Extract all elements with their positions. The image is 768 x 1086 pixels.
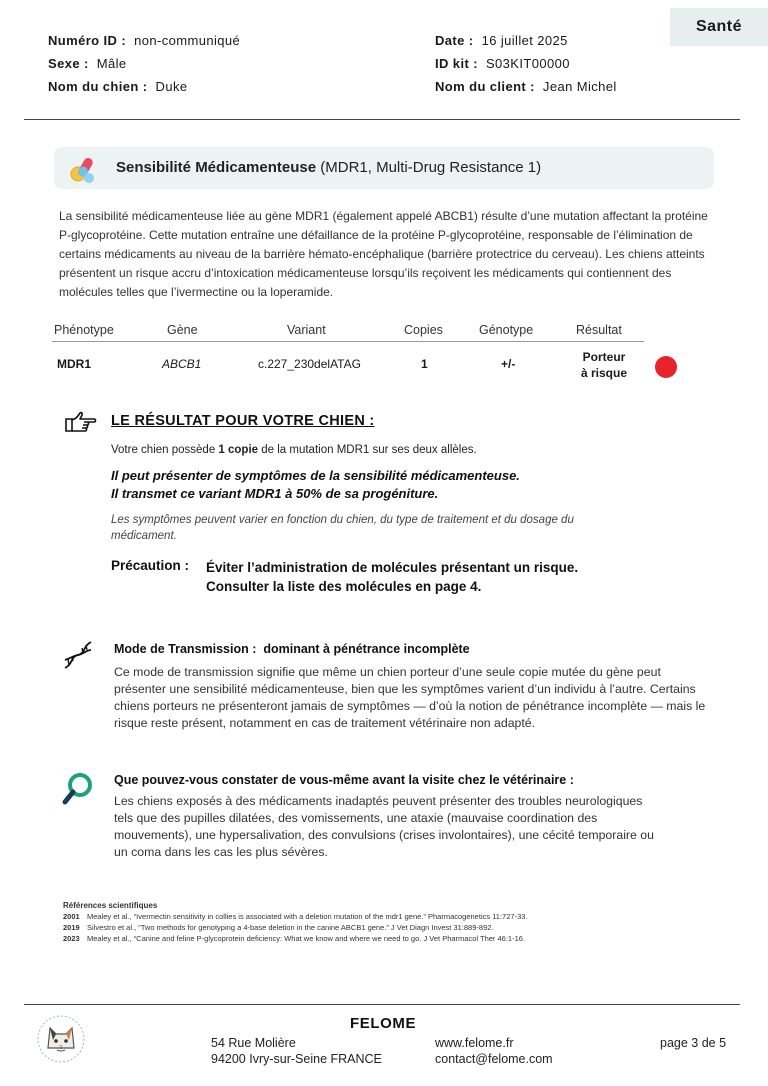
kit-label: ID kit : [435, 56, 478, 71]
section-title [116, 159, 541, 176]
result-copies-line [111, 444, 477, 456]
th-variant: Variant [287, 323, 326, 337]
reference-year: 2019 [63, 923, 80, 932]
magnifier-icon [62, 772, 94, 806]
address-line2: 94200 Ivry-sur-Seine FRANCE [211, 1052, 382, 1066]
result-copies-count: 1 copie [218, 444, 259, 456]
dna-icon [61, 638, 95, 672]
cell-gene: ABCB1 [162, 357, 202, 371]
cell-genotype: +/- [501, 357, 516, 371]
precaution-text [206, 558, 578, 596]
transmission-title [114, 642, 470, 656]
result-copies-post: de la mutation MDR1 sur ses deux allèles. [258, 444, 477, 456]
dog-row [48, 79, 187, 94]
dog-label: Nom du chien : [48, 79, 148, 94]
result-title: LE RÉSULTAT POUR VOTRE CHIEN : [111, 413, 375, 429]
header-divider [24, 119, 740, 120]
address-line1: 54 Rue Molière [211, 1036, 296, 1050]
reference-item [63, 933, 528, 944]
precaution-label: Précaution : [111, 558, 190, 573]
reference-item [63, 911, 528, 922]
date-row [435, 33, 568, 48]
pills-icon [70, 154, 98, 184]
transmission-value: dominant à pénétrance incomplète [263, 642, 470, 656]
section-title-sub: (MDR1, Multi-Drug Resistance 1) [316, 159, 542, 176]
references-title: Références scientifiques [63, 901, 158, 910]
transmission-body: Ce mode de transmission signifie que même un chien porteur d’une seule copie mutée du gène peut présenter une sensibilité médicamenteuse, bien que les symptômes varient d’un individu à l’autre. Certains chiens porteurs ne présenteront jamais de symptômes — d’où la notion de pénétrance incomplète — mais le risque reste présent, notamment en cas de traitement vétérinaire non adapté. [114, 665, 706, 730]
th-genotype: Génotype [479, 323, 534, 337]
pointing-hand-icon [64, 410, 98, 434]
result-emphasis-line1: Il peut présenter de symptômes de la sensibilité médicamenteuse. [111, 468, 520, 483]
table-divider [52, 341, 644, 342]
section-title-main: Sensibilité Médicamenteuse [116, 159, 317, 176]
observe-body: Les chiens exposés à des médicaments inadaptés peuvent présenter des troubles neurologiques tels que des pupilles dilatées, des vomissements, une ataxie (mauvaise coordination des mouvements), une hypersalivation, des convulsions (crises involontaires), une cécité temporaire ou un coma dans les cas les plus sévères. [114, 794, 654, 859]
page-number: page 3 de 5 [660, 1036, 727, 1050]
id-value: non-communiqué [134, 33, 241, 48]
result-emphasis [111, 467, 520, 503]
dog-value: Duke [155, 79, 188, 94]
references [63, 900, 528, 944]
result-copies-pre: Votre chien possède [111, 444, 219, 456]
precaution-line1: Éviter l’administration de molécules présentant un risque. [206, 560, 579, 575]
th-phenotype: Phénotype [54, 323, 114, 337]
reference-year: 2023 [63, 934, 80, 943]
kit-value: S03KIT00000 [485, 56, 570, 71]
reference-text: Mealey et al., “Canine and feline P-glycoprotein deficiency: What we know and where we need to go. J Vet Pharmacol Ther 46:1-16. [87, 934, 526, 943]
date-value: 16 juillet 2025 [481, 33, 568, 48]
result-note: Les symptômes peuvent varier en fonction du chien, du type de traitement et du dosage du médicament. [111, 514, 574, 542]
email-link[interactable]: contact@felome.com [435, 1052, 553, 1066]
reference-text: Silvestro et al., “Two methods for genotyping a 4-base deletion in the canine ABCB1 gene.” J Vet Diagn Invest 31:889-892. [87, 923, 494, 932]
cell-result-line1: Porteur [582, 350, 626, 364]
reference-item [63, 922, 528, 933]
footer-contact [435, 1035, 553, 1067]
website-link[interactable]: www.felome.fr [435, 1036, 514, 1050]
category-tag: Santé [670, 8, 768, 46]
transmission-label: Mode de Transmission : [114, 642, 257, 656]
precaution-line2: Consulter la liste des molécules en page 4. [206, 579, 482, 594]
id-label: Numéro ID : [48, 33, 127, 48]
sex-value: Mâle [96, 56, 127, 71]
client-value: Jean Michel [542, 79, 617, 94]
observe-title: Que pouvez-vous constater de vous-même avant la visite chez le vétérinaire : [114, 773, 574, 787]
cell-variant: c.227_230delATAG [258, 357, 361, 371]
cell-result [572, 349, 636, 381]
footer-divider [24, 1004, 740, 1005]
cell-result-line2: à risque [580, 366, 628, 380]
reference-text: Mealey et al., “Ivermectin sensitivity in collies is associated with a deletion mutation of the mdr1 gene.” Pharmacogenetics 11:727-33. [87, 912, 528, 921]
brand-name: FELOME [350, 1015, 417, 1032]
sex-label: Sexe : [48, 56, 89, 71]
id-row [48, 33, 240, 48]
intro-paragraph: La sensibilité médicamenteuse liée au gène MDR1 (également appelé ABCB1) résulte d’une mutation affectant la protéine P-glycoprotéine. Cette mutation entraîne une défaillance de la protéine P-glycoprotéine, responsable de l’élimination de certains médicaments au niveau de la barrière hémato-encéphalique (barrière protectrice du cerveau). Les chiens atteints présentent un risque accru d’intoxication médicamenteuse lorsqu’ils reçoivent les médicaments qui contiennent des molécules telles que l’ivermectine ou la loperamide. [59, 209, 708, 299]
th-result: Résultat [576, 323, 622, 337]
client-label: Nom du client : [435, 79, 535, 94]
footer-address [211, 1035, 382, 1067]
cell-copies: 1 [421, 357, 428, 371]
status-indicator [655, 356, 677, 378]
th-gene: Gène [167, 323, 198, 337]
result-emphasis-line2: Il transmet ce variant MDR1 à 50% de sa progéniture. [111, 486, 439, 501]
th-copies: Copies [404, 323, 443, 337]
cell-phenotype: MDR1 [57, 357, 92, 371]
reference-year: 2001 [63, 912, 80, 921]
date-label: Date : [435, 33, 474, 48]
sex-row [48, 56, 127, 71]
cat-dog-logo [36, 1014, 86, 1064]
client-row [435, 79, 617, 94]
kit-row [435, 56, 570, 71]
